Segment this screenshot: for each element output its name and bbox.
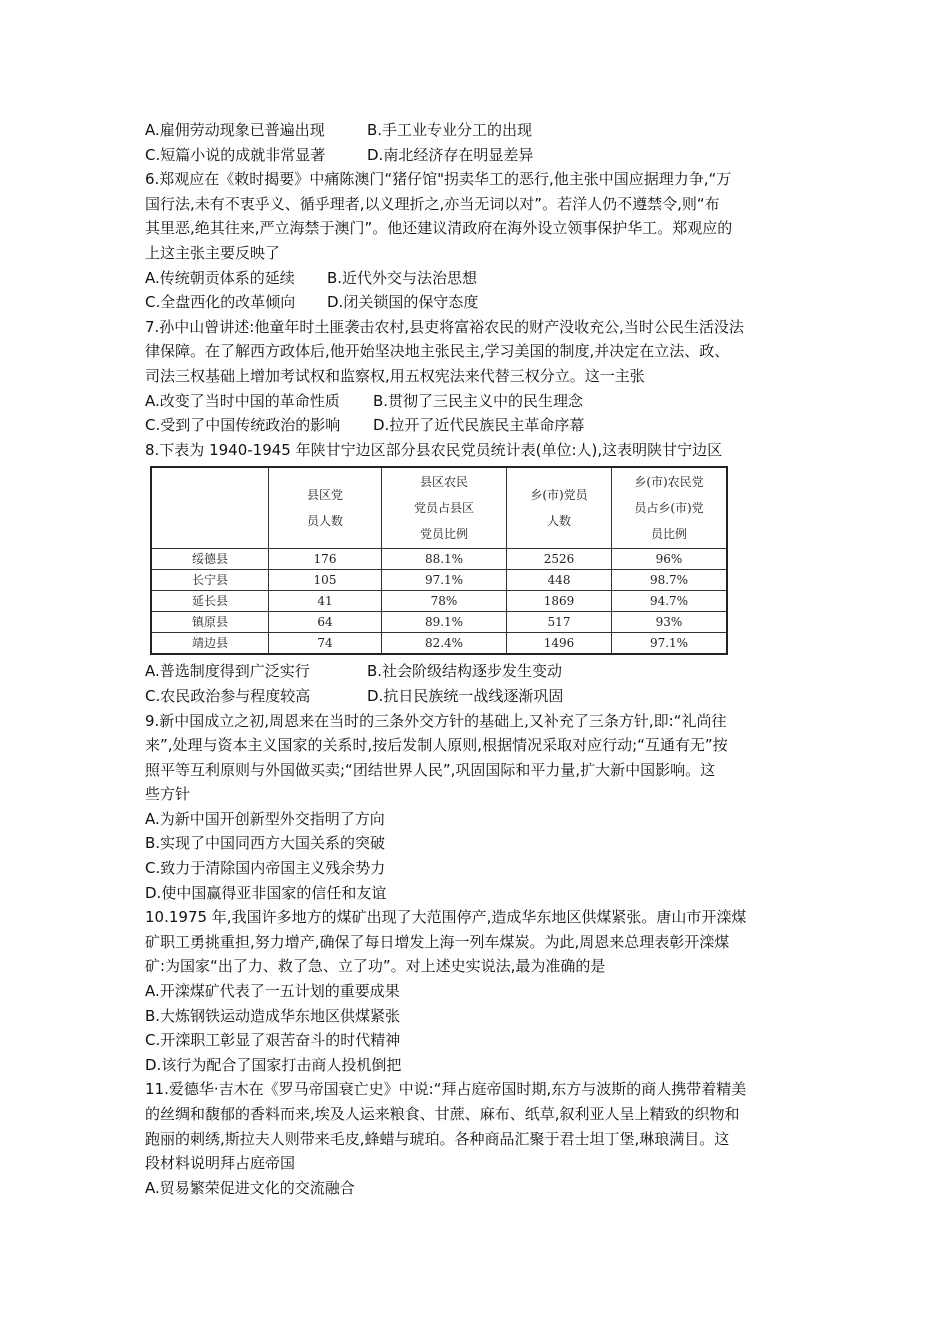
q5-option-d: D.南北经济存在明显差异: [367, 145, 534, 164]
table-cell: 98.7%: [612, 570, 728, 591]
q11-stem-line-2: 的丝绸和馥郁的香料而来,埃及人运来粮食、甘蔗、麻布、纸草,叙利亚人呈上精致的织物和: [145, 1105, 740, 1123]
table-header-cell: [269, 467, 382, 549]
table-cell: 105: [269, 570, 382, 591]
table-cell: 64: [269, 612, 382, 633]
table-cell: 517: [507, 612, 612, 633]
q7-options-row-2: [145, 413, 815, 438]
q8-table-wrapper: [150, 466, 815, 655]
q9-option-b: B.实现了中国同西方大国关系的突破: [145, 834, 386, 853]
table-cell: 97.1%: [612, 633, 728, 655]
q10-stem-line-2: 矿职工勇挑重担,努力增产,确保了每日增发上海一列车煤炭。为此,周恩来总理表彰开滦煤: [145, 932, 730, 951]
q8-option-a: A.普选制度得到广泛实行: [145, 662, 310, 681]
q11-option-a: A.贸易繁荣促进文化的交流融合: [145, 1178, 355, 1197]
table-cell: 74: [269, 633, 382, 655]
q6-stem-line-1: 6.郑观应在《敕时揭要》中痛陈澳门“猪仔馆"拐卖华工的恶行,他主张中国应据理力争,“万: [145, 170, 732, 189]
q8-statistics-table: [150, 466, 728, 655]
q9-option-a: A.为新中国开创新型外交指明了方向: [145, 809, 385, 828]
table-row: [151, 591, 727, 612]
q6-options-row-1: [145, 266, 815, 291]
q5-option-c: C.短篇小说的成就非常显著: [145, 145, 326, 164]
q7-option-d: D.拉开了近代民族民主革命序幕: [373, 416, 585, 435]
table-row: [151, 633, 727, 655]
table-header-cell: [612, 467, 728, 549]
table-row: [151, 570, 727, 591]
table-cell: 82.4%: [382, 633, 507, 655]
q6-option-c: C.全盘西化的改革倾向: [145, 293, 296, 312]
table-header-row: [151, 467, 727, 549]
q7-stem-line-1: 7.孙中山曾讲述:他童年时土匪袭击农村,县吏将富裕农民的财产没收充公,当时公民生活没法: [145, 317, 744, 336]
q6-stem-line-2: 国行法,未有不衷乎义、循乎理者,以义理折之,亦当无词以对”。若洋人仍不遵禁令,则“布: [145, 194, 720, 213]
q11-stem-line-3: 跑丽的刺绣,斯拉夫人则带来毛皮,蜂蜡与琥珀。各种商品汇聚于君士坦丁堡,琳琅满目。这: [145, 1129, 730, 1148]
table-cell: 93%: [612, 612, 728, 633]
table-cell: 延长县: [151, 591, 269, 612]
table-cell: 镇原县: [151, 612, 269, 633]
exam-page: [145, 118, 815, 1200]
table-cell: 96%: [612, 549, 728, 570]
q6-stem-line-4: 上这主张主要反映了: [145, 243, 281, 262]
q8-options-row-1: [145, 659, 815, 684]
q9-option-d: D.使中国赢得亚非国家的信任和友谊: [145, 883, 387, 902]
q6-options-row-2: [145, 290, 815, 315]
q8-option-b: B.社会阶级结构逐步发生变动: [367, 662, 563, 681]
header-town-farmer-ratio: 乡(市)农民党 员占乡(市)党 员比例: [634, 475, 704, 542]
table-cell: 1869: [507, 591, 612, 612]
q7-option-b: B.贯彻了三民主义中的民生理念: [373, 391, 584, 410]
q5-options-row-1: [145, 118, 815, 143]
header-town-members: 乡(市)党员 人数: [530, 488, 588, 529]
q9-stem-line-1: 9.新中国成立之初,周恩来在当时的三条外交方针的基础上,又补充了三条方针,即:“礼尚往: [145, 711, 727, 730]
q7-option-a: A.改变了当时中国的革命性质: [145, 391, 340, 410]
q10-option-c: C.开滦职工彰显了艰苦奋斗的时代精神: [145, 1031, 401, 1050]
table-cell: 2526: [507, 549, 612, 570]
table-cell: 78%: [382, 591, 507, 612]
q10-stem-line-3: 矿:为国家“出了力、救了急、立了功”。对上述史实说法,最为准确的是: [145, 957, 606, 976]
table-cell: 靖边县: [151, 633, 269, 655]
header-county-farmer-ratio: 县区农民 党员占县区 党员比例: [413, 475, 474, 542]
q6-stem-line-3: 其里恶,绝其往来,严立海禁于澳门”。他还建议清政府在海外设立领事保护华工。郑观应的: [145, 219, 733, 238]
table-cell: 97.1%: [382, 570, 507, 591]
q7-stem-line-3: 司法三权基础上增加考试权和监察权,用五权宪法来代替三权分立。这一主张: [145, 366, 645, 385]
table-header-cell: [151, 467, 269, 549]
table-cell: 88.1%: [382, 549, 507, 570]
q8-stem: 8.下表为 1940-1945 年陕甘宁边区部分县农民党员统计表(单位:人),这表明陕甘宁边区: [145, 440, 723, 459]
table-cell: 94.7%: [612, 591, 728, 612]
q9-option-c: C.致力于清除国内帝国主义残余势力: [145, 859, 386, 878]
table-cell: 41: [269, 591, 382, 612]
table-row: [151, 612, 727, 633]
table-cell: 89.1%: [382, 612, 507, 633]
q10-option-b: B.大炼钢铁运动造成华东地区供煤紧张: [145, 1006, 401, 1025]
q7-stem-line-2: 律保障。在了解西方政体后,他开始坚决地主张民主,学习美国的制度,并决定在立法、政、: [145, 342, 730, 361]
q11-stem-line-1: 11.爱德华·吉木在《罗马帝国衰亡史》中说:“拜占庭帝国时期,东方与波斯的商人携带着精美: [145, 1080, 747, 1099]
table-cell: 1496: [507, 633, 612, 655]
table-cell: 448: [507, 570, 612, 591]
q6-option-d: D.闭关锁国的保守态度: [327, 293, 479, 312]
q7-options-row-1: [145, 389, 815, 414]
q6-option-b: B.近代外交与法治思想: [327, 268, 478, 287]
q6-option-a: A.传统朝贡体系的延续: [145, 268, 295, 287]
q8-options-row-2: [145, 684, 815, 709]
q5-options-row-2: [145, 143, 815, 168]
q8-option-d: D.抗日民族统一战线逐渐巩固: [367, 686, 564, 705]
table-cell: 176: [269, 549, 382, 570]
table-header-cell: [382, 467, 507, 549]
q9-stem-line-2: 来”,处理与资本主义国家的关系时,按后发制人原则,根据情况采取对应行动;“互通有无”按: [145, 736, 728, 755]
q5-option-a: A.雇佣劳动现象已普遍出现: [145, 121, 325, 139]
q9-stem-line-4: 些方针: [145, 785, 191, 804]
q11-stem-line-4: 段材料说明拜占庭帝国: [145, 1154, 296, 1173]
q10-stem-line-1: 10.1975 年,我国许多地方的煤矿出现了大范围停产,造成华东地区供煤紧张。唐山市开滦煤: [145, 908, 747, 927]
table-row: [151, 549, 727, 570]
q5-option-b: B.手工业专业分工的出现: [367, 121, 533, 139]
q10-option-d: D.该行为配合了国家打击商人投机倒把: [145, 1055, 402, 1074]
q9-stem-line-3: 照平等互利原则与外国做买卖;“团结世界人民”,巩固国际和平力量,扩大新中国影响。这: [145, 760, 716, 779]
q8-option-c: C.农民政治参与程度较高: [145, 686, 311, 705]
q7-option-c: C.受到了中国传统政治的影响: [145, 416, 341, 435]
table-header-cell: [507, 467, 612, 549]
table-cell: 长宁县: [151, 570, 269, 591]
header-county-members: 县区党 员人数: [306, 488, 343, 529]
table-cell: 绥德县: [151, 549, 269, 570]
q10-option-a: A.开滦煤矿代表了一五计划的重要成果: [145, 982, 400, 1001]
